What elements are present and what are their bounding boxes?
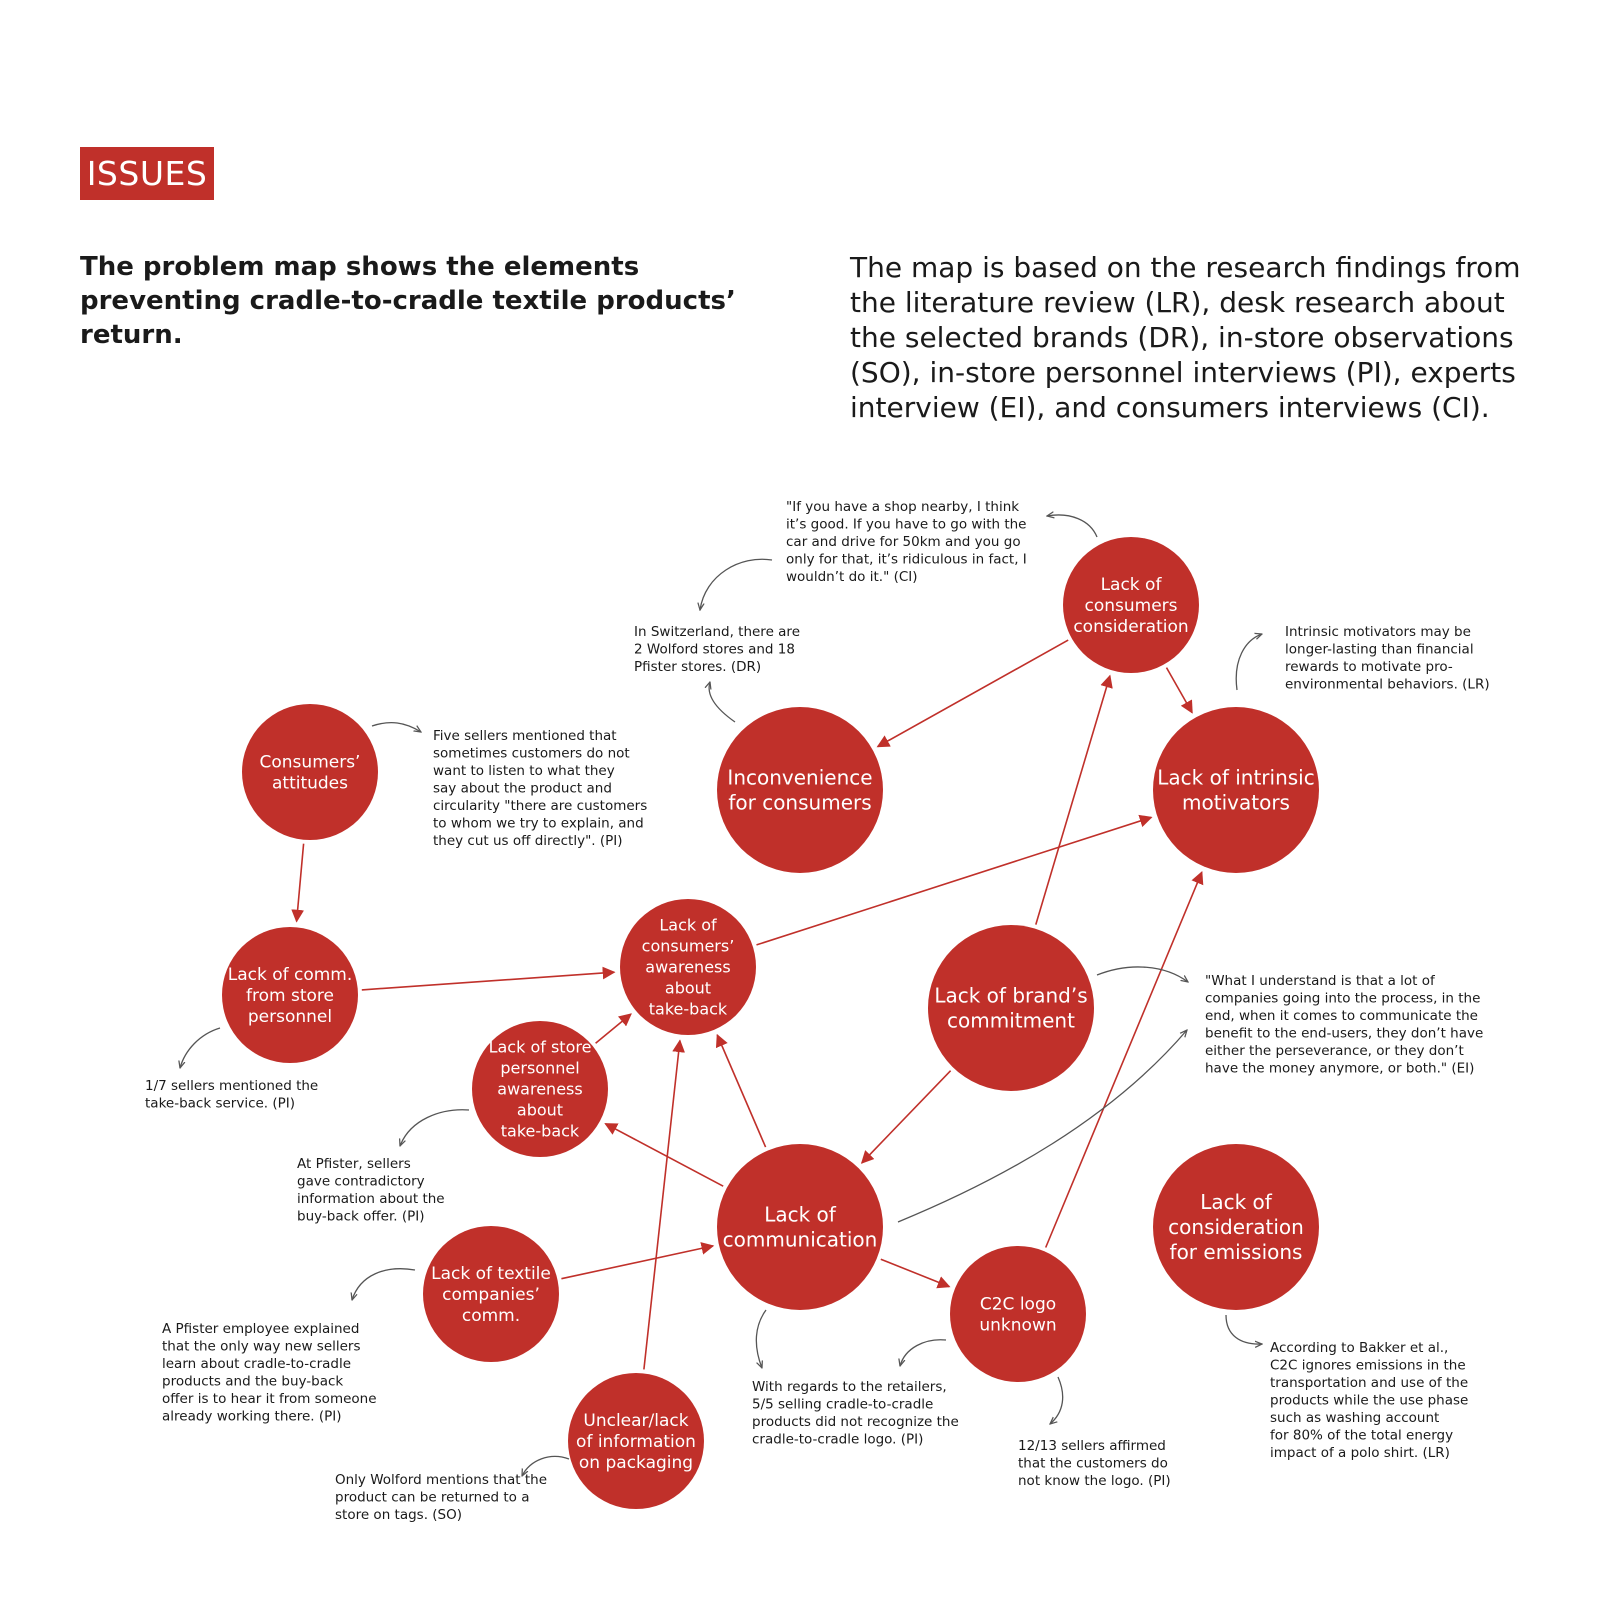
node-label-line: of information [576,1432,696,1452]
note-line: 12/13 sellers affirmed [1018,1438,1166,1454]
note-line: have the money anymore, or both." (EI) [1205,1060,1475,1077]
node-label-line: take-back [648,999,728,1019]
node-inconvenience [717,707,883,873]
edge-lack-store-personnel-awareness-to-lack-consumers-awareness [596,1014,631,1043]
node-label-line: Lack of [1200,1190,1272,1214]
node-label-line: C2C logo [979,1294,1057,1315]
node-label-line: personnel [500,1058,580,1078]
note-line: that the customers do [1018,1455,1168,1472]
edge-lack-consumers-consideration-to-lack-intrinsic-motivators [1167,668,1193,713]
note-line: A Pfister employee explained [162,1321,360,1337]
note-twelve-sellers [1018,1438,1171,1489]
note-line: only for that, it’s ridiculous in fact, I [786,551,1027,568]
note-pfister-contradictory [297,1156,445,1225]
node-label-line: companies’ [442,1285,540,1305]
note-line: C2C ignores emissions in the [1270,1357,1466,1374]
note-line: rewards to motivate pro- [1285,659,1453,675]
note-line: such as washing account [1270,1410,1440,1426]
edge-lack-textile-companies-comm-to-lack-communication [561,1246,713,1279]
node-label-line: take-back [500,1121,580,1141]
node-label-line: Inconvenience [727,765,873,790]
connector-textile-to-employee [352,1269,415,1300]
note-line: to whom we try to explain, and [433,815,644,832]
note-line: cradle-to-cradle logo. (PI) [752,1431,924,1448]
node-lack-store-personnel-awareness [472,1021,608,1157]
note-line: offer is to hear it from someone [162,1391,377,1407]
node-label-line: commitment [947,1008,1075,1033]
connector-shop-to-switzerland [700,559,772,610]
edge-lack-consumers-consideration-to-inconvenience [878,640,1068,747]
note-retailers-logo [752,1379,959,1448]
note-line: learn about cradle-to-cradle [162,1356,352,1372]
node-label-line: awareness [645,957,731,977]
node-label-line: on packaging [578,1453,694,1473]
note-line: want to listen to what they [433,763,615,779]
note-pfister-employee [162,1321,377,1425]
note-line: 5/5 selling cradle-to-cradle [752,1396,934,1413]
edge-lack-communication-to-lack-consumers-awareness [717,1035,765,1147]
note-line: impact of a polo shirt. (LR) [1270,1445,1450,1461]
note-line: environmental behaviors. (LR) [1285,676,1490,693]
note-line: At Pfister, sellers [297,1156,411,1172]
connector-attitudes-to-five [372,723,421,732]
note-line: With regards to the retailers, [752,1379,947,1395]
node-label-line: consideration [1073,617,1189,637]
note-line: buy-back offer. (PI) [297,1208,425,1225]
node-label-line: consideration [1168,1215,1304,1239]
note-quote-companies [1205,973,1483,1077]
note-five-sellers [433,728,647,849]
issue-nodes [222,537,1319,1509]
node-lack-consumers-awareness [620,899,756,1035]
node-label-line: Lack of comm. [227,965,353,985]
note-line: they cut us off directly". (PI) [433,833,623,849]
node-label-line: Consumers’ [259,752,361,773]
note-line: information about the [297,1191,445,1207]
node-label-line: attitudes [271,773,349,794]
node-label-line: Lack of [659,915,717,935]
node-label-line: communication [722,1227,878,1252]
node-label-line: from store [246,986,334,1006]
node-lack-brands-commitment [928,925,1094,1091]
node-label-line: Lack of textile [431,1264,551,1284]
note-line: either the perseverance, or they don’t [1205,1043,1464,1059]
note-line: car and drive for 50km and you go [786,534,1021,550]
node-label-line: comm. [461,1306,521,1326]
connector-emissions-to-bakker [1226,1315,1262,1344]
node-c2c-logo-unknown [950,1246,1086,1382]
edge-consumers-attitudes-to-lack-comm-store-personnel [297,844,304,922]
note-line: Only Wolford mentions that the [335,1472,548,1488]
connector-personnel-to-oneseventh [180,1028,220,1068]
note-line: "What I understand is that a lot of [1205,973,1435,989]
node-lack-communication [717,1144,883,1310]
map-basis: The map is based on the research findings from the literature review (LR), desk research about the selected brands (DR), in-store observations (SO), in-store personnel interviews (PI), experts interview (EI), and consumers interviews (CI). [850,251,1521,424]
node-lack-consideration-emissions [1153,1144,1319,1310]
note-line: gave contradictory [297,1173,425,1190]
note-line: store on tags. (SO) [335,1507,463,1523]
note-line: "If you have a shop nearby, I think [786,499,1020,515]
note-line: 2 Wolford stores and 18 [634,641,795,658]
connector-inconvenience-to-switzerland [709,682,735,722]
node-label-line: Lack of [1100,575,1162,595]
note-line: already working there. (PI) [162,1408,342,1425]
node-label-line: awareness [497,1079,583,1099]
note-line: it’s good. If you have to go with the [786,516,1027,533]
note-wolford-tags [335,1472,547,1523]
issues-tag: ISSUES [80,147,214,200]
node-label-line: about [664,978,712,998]
node-consumers-attitudes [242,704,378,840]
connector-commitment-to-quote [1097,967,1188,982]
node-label-line: for emissions [1169,1240,1303,1264]
note-line: say about the product and [433,780,612,797]
connector-storeawareness-to-contradictory [400,1110,469,1146]
node-label-line: for consumers [728,790,872,815]
note-line: take-back service. (PI) [145,1095,296,1112]
node-label-line: Lack of [764,1202,836,1227]
note-line: products and the buy-back [162,1373,344,1390]
note-line: wouldn’t do it." (CI) [786,569,918,585]
node-unclear-packaging [568,1373,704,1509]
note-switzerland-stores [634,624,800,675]
node-label-line: Lack of store [488,1037,592,1057]
note-line: sometimes customers do not [433,745,630,762]
note-line: not know the logo. (PI) [1018,1473,1171,1489]
note-line: that the only way new sellers [162,1338,361,1355]
edge-unclear-packaging-to-lack-consumers-awareness [644,1041,680,1370]
node-label-line: personnel [247,1007,333,1027]
note-line: Pfister stores. (DR) [634,659,762,675]
note-line: companies going into the process, in the [1205,990,1481,1007]
note-line: According to Bakker et al., [1270,1340,1449,1356]
node-label-line: consumers’ [641,936,735,956]
map-summary: The problem map shows the elements preventing cradle-to-cradle textile products’ return. [80,252,736,350]
note-line: circularity "there are customers [433,798,648,814]
note-line: products did not recognize the [752,1414,959,1430]
edge-lack-communication-to-c2c-logo-unknown [881,1259,950,1286]
node-label-line: consumers [1084,596,1178,616]
note-line: Intrinsic motivators may be [1285,624,1471,640]
note-quote-shop-nearby [786,499,1027,585]
node-label-line: Lack of brand’s [934,983,1088,1008]
note-bakker-emissions [1270,1340,1468,1461]
edge-lack-brands-commitment-to-lack-communication [862,1071,951,1163]
edge-lack-brands-commitment-to-lack-consumers-consideration [1036,676,1110,925]
note-intrinsic-motivators [1285,624,1490,693]
note-line: end, when it comes to communicate the [1205,1008,1478,1024]
note-line: products while the use phase [1270,1392,1469,1409]
node-lack-textile-companies-comm [423,1226,559,1362]
connector-communication-to-retailers [756,1310,766,1368]
note-one-seventh-sellers [145,1078,318,1112]
node-label-line: motivators [1182,790,1290,815]
connector-c2c-to-twelve [1050,1377,1063,1424]
node-label-line: unknown [979,1315,1057,1336]
node-label-line: Lack of intrinsic [1157,765,1315,790]
node-label-line: Unclear/lack [583,1411,689,1431]
note-line: benefit to the end-users, they don’t have [1205,1025,1484,1042]
note-line: Five sellers mentioned that [433,728,617,744]
note-line: product can be returned to a [335,1489,530,1506]
edge-lack-comm-store-personnel-to-lack-consumers-awareness [362,972,614,990]
note-line: In Switzerland, there are [634,624,800,640]
node-label-line: about [516,1100,564,1120]
connector-consideration-to-quote [1047,515,1097,537]
connector-motivators-to-note [1236,634,1262,690]
node-lack-intrinsic-motivators [1153,707,1319,873]
node-lack-consumers-consideration [1063,537,1199,673]
connector-c2c-to-retailers [900,1340,946,1366]
note-line: transportation and use of the [1270,1375,1469,1391]
note-line: longer-lasting than financial [1285,641,1474,658]
note-line: 1/7 sellers mentioned the [145,1078,319,1094]
node-lack-comm-store-personnel [222,927,358,1063]
note-line: for 80% of the total energy [1270,1427,1454,1444]
